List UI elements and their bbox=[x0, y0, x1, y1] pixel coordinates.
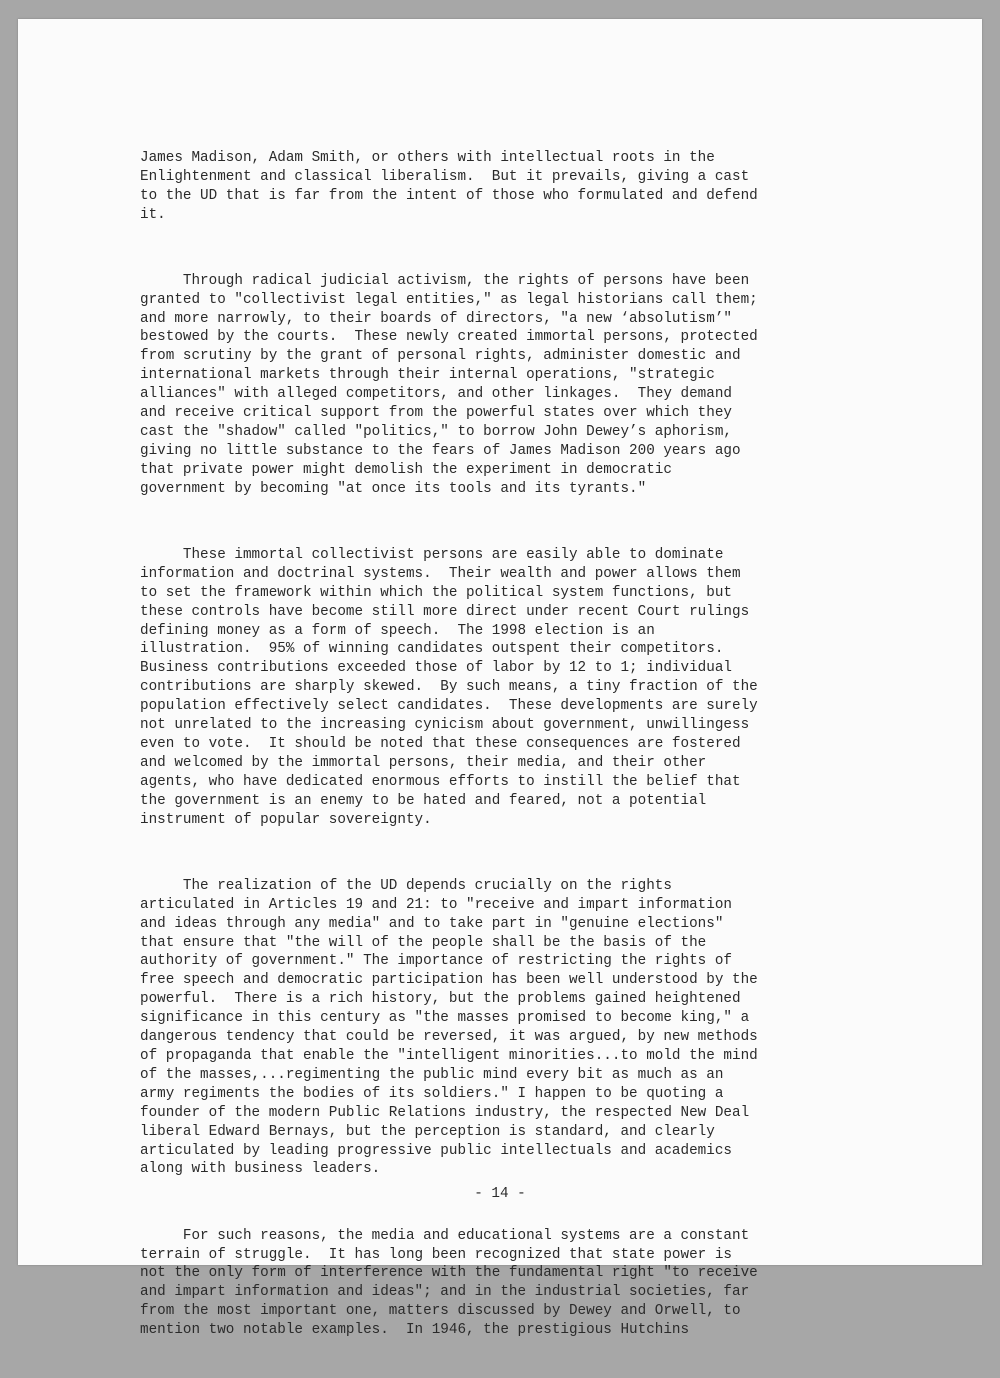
paragraph: For such reasons, the media and educational systems are a constant terrain of struggle. It has long been recognized that state power is not the only form of interference with the fundamental right "to receive and impart information and ideas"; and in the industrial societies, far from the most important one, matters discussed by Dewey and Orwell, to mention two notable examples. In 1946, the prestigious Hutchins bbox=[140, 1227, 758, 1339]
paragraph: Through radical judicial activism, the rights of persons have been granted to "collectivist legal entities," as legal historians call them; and more narrowly, to their boards of directors, "a new ‘absolutism’" bestowed by the courts. These newly created immortal persons, protected from scrutiny by the grant of personal rights, administer domestic and international markets through their internal operations, "strategic alliances" with alleged competitors, and other linkages. They demand and receive critical support from the powerful states over which they cast the "shadow" called "politics," to borrow John Dewey’s aphorism, giving no little substance to the fears of James Madison 200 years ago that private power might demolish the experiment in democratic government by becoming "at once its tools and its tyrants." bbox=[140, 272, 758, 497]
document-page bbox=[18, 19, 982, 1339]
page-number: - 14 - bbox=[474, 1186, 526, 1202]
paragraph: The realization of the UD depends crucially on the rights articulated in Articles 19 and 21: to "receive and impart information and ideas through any media" and to take part in "genuine elections" that ensure that "the will of the people shall be the basis of the authority of government." The importance of restricting the rights of free speech and democratic participation has been well understood by the powerful. There is a rich history, but the problems gained heightened significance in this century as "the masses promised to become king," a dangerous tendency that could be reversed, it was argued, by new methods of propaganda that enable the "intelligent minorities...to mold the mind of the masses,...regimenting the public mind every bit as much as an army regiments the bodies of its soldiers." I happen to be quoting a founder of the modern Public Relations industry, the respected New Deal liberal Edward Bernays, but the perception is standard, and clearly articulated by leading progressive public intellectuals and academics along with business leaders. bbox=[140, 877, 758, 1178]
paragraph: James Madison, Adam Smith, or others with intellectual roots in the Enlightenment and classical liberalism. But it prevails, giving a cast to the UD that is far from the intent of those who formulated and defend it. bbox=[140, 149, 758, 223]
paragraph: These immortal collectivist persons are easily able to dominate information and doctrinal systems. Their wealth and power allows them to set the framework within which the political system functions, but these controls have become still more direct under recent Court rulings defining money as a form of speech. The 1998 election is an illustration. 95% of winning candidates outspent their competitors. Business contributions exceeded those of labor by 12 to 1; individual contributions are sharply skewed. By such means, a tiny fraction of the population effectively select candidates. These developments are surely not unrelated to the increasing cynicism about government, unwillingess even to vote. It should be noted that these consequences are fostered and welcomed by the immortal persons, their media, and their other agents, who have dedicated enormous efforts to instill the belief that the government is an enemy to be hated and feared, not a potential instrument of popular sovereignty. bbox=[140, 546, 758, 828]
